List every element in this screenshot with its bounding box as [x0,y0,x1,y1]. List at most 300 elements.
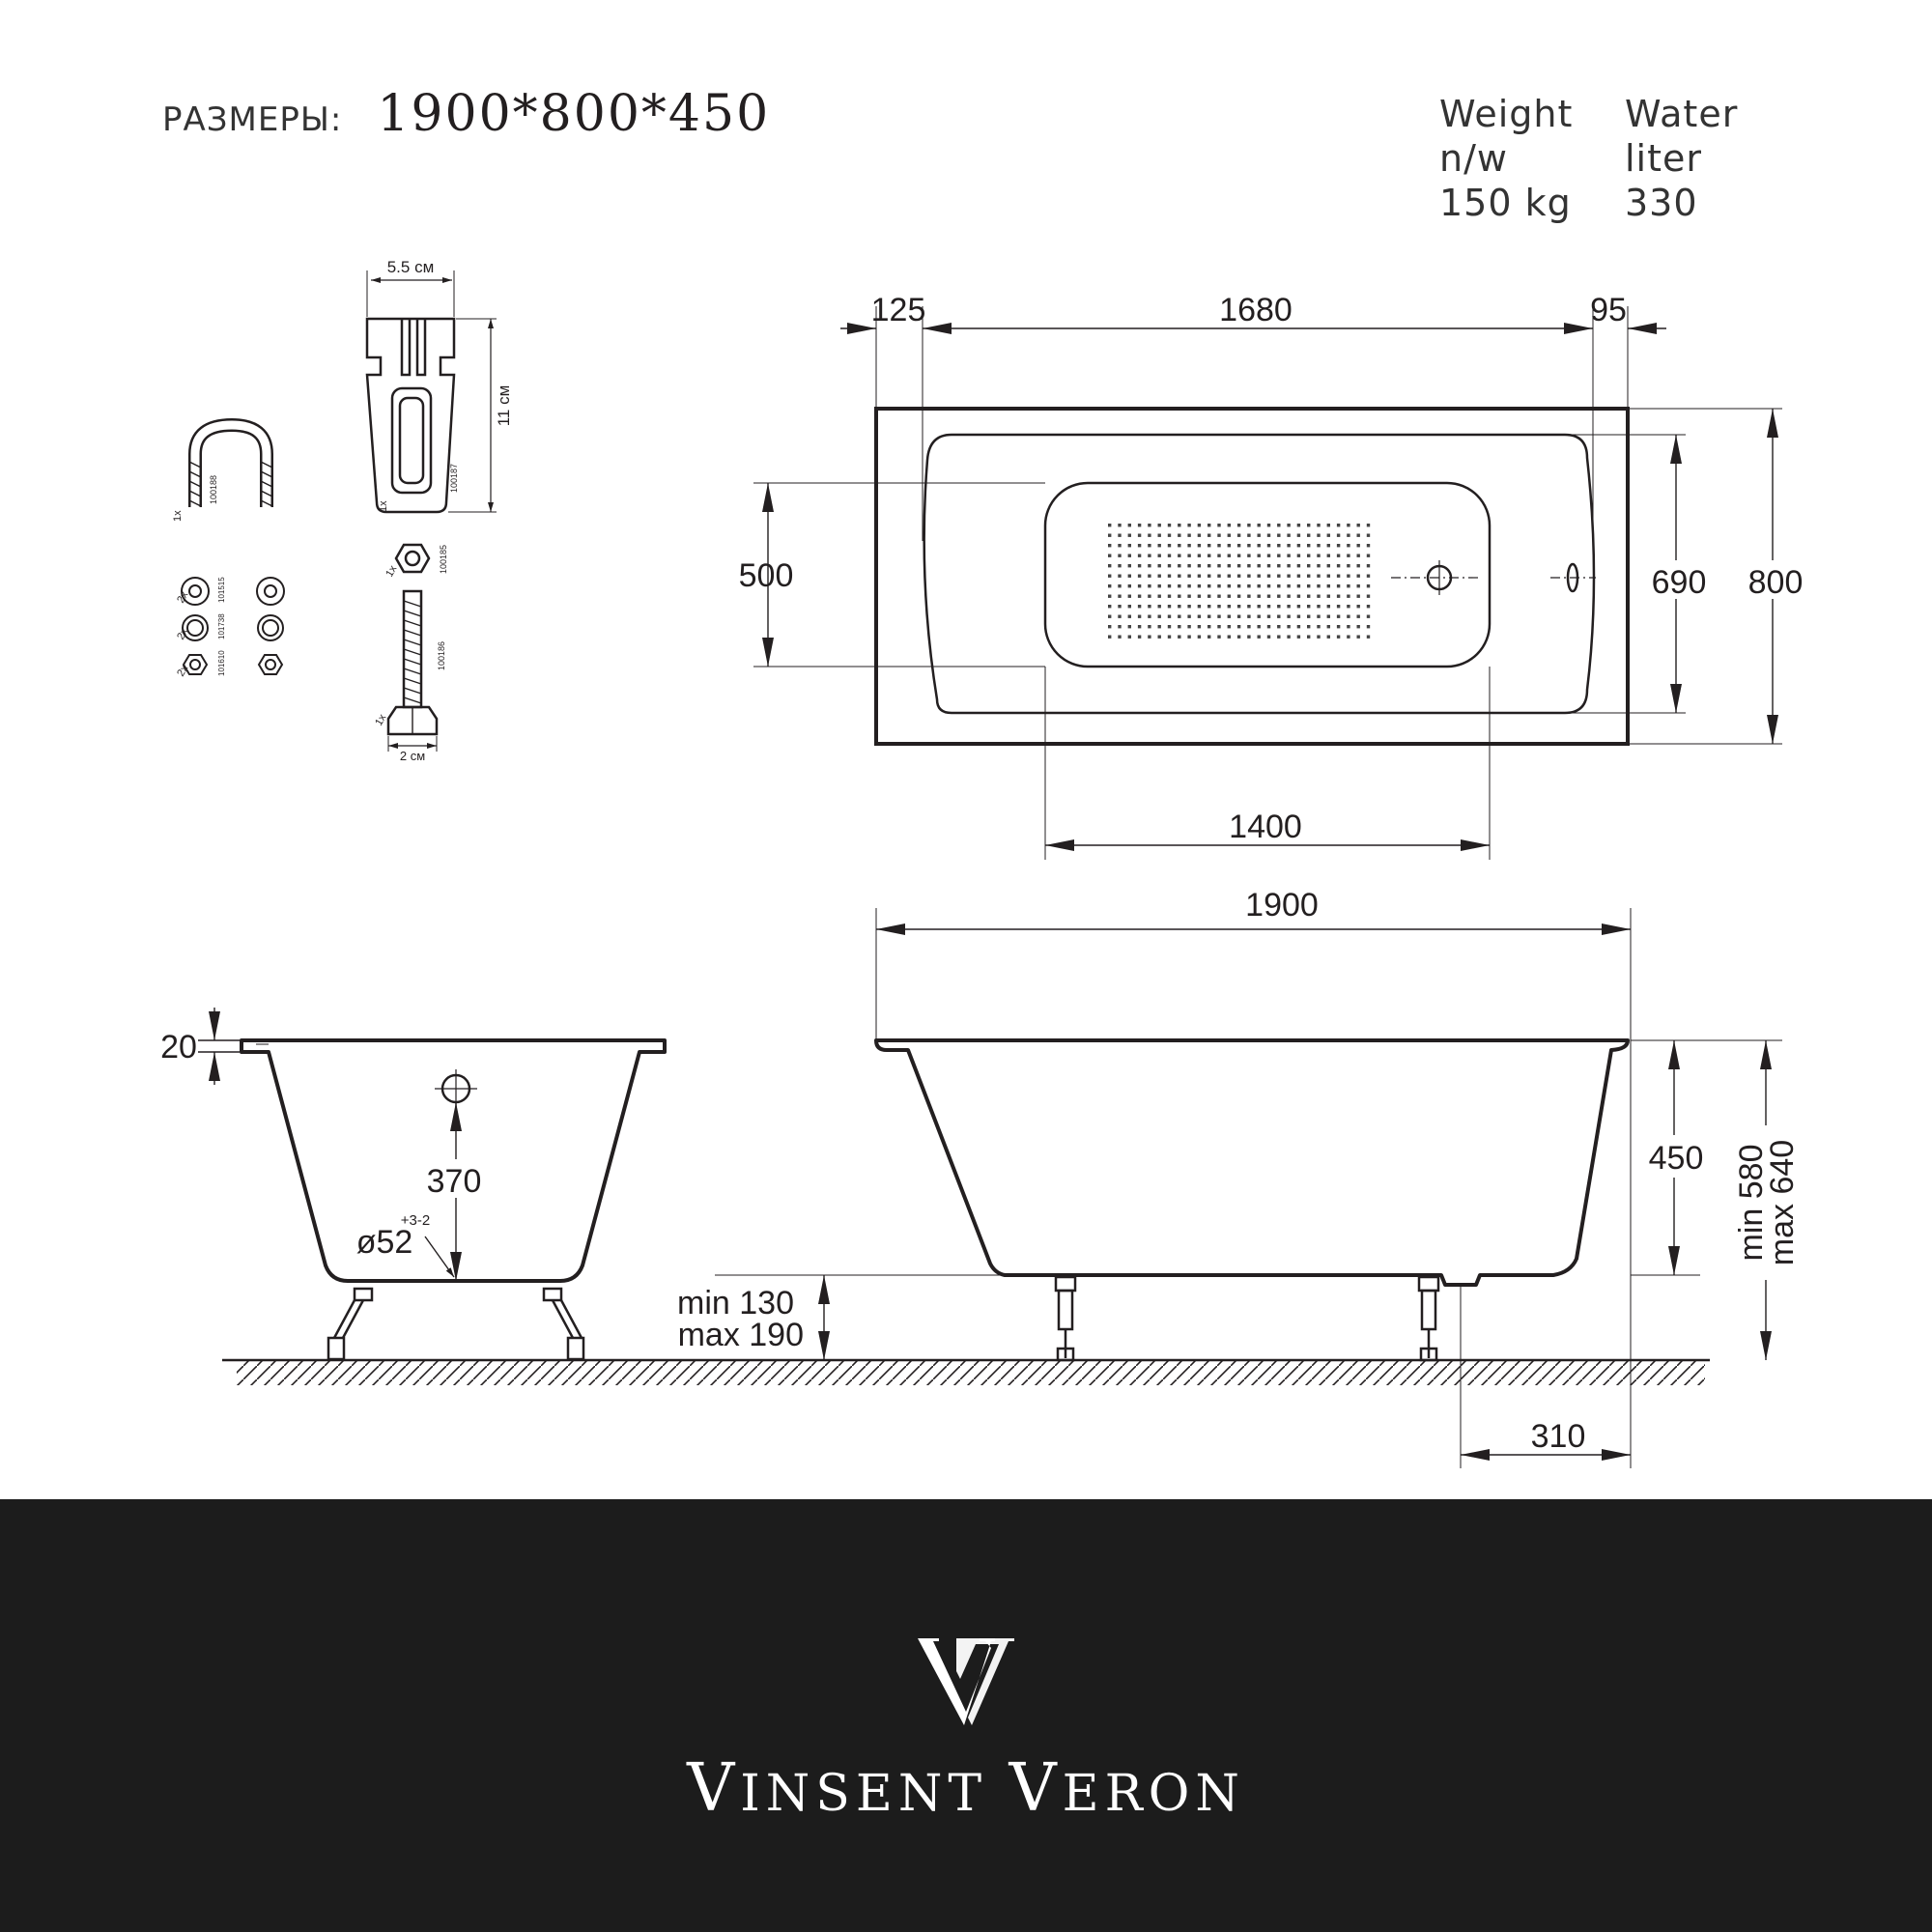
anti-slip-dot [1228,595,1231,598]
anti-slip-dot [1317,615,1320,618]
anti-slip-dot [1327,534,1330,537]
washer-code-3: 101610 [217,650,226,676]
anti-slip-dot [1258,575,1261,578]
anti-slip-dot [1297,534,1300,537]
anti-slip-dot [1347,534,1350,537]
anti-slip-dot [1198,534,1201,537]
anti-slip-dot [1357,554,1360,557]
anti-slip-dot [1228,615,1231,618]
anti-slip-dot [1118,636,1121,639]
anti-slip-dot [1357,534,1360,537]
anti-slip-dot [1108,534,1111,537]
anti-slip-dot [1217,636,1220,639]
anti-slip-dot [1128,564,1131,567]
anti-slip-dot [1237,605,1240,608]
anti-slip-dot [1337,544,1340,547]
anti-slip-dot [1128,595,1131,598]
anti-slip-dot [1347,524,1350,526]
anti-slip-dot [1168,544,1171,547]
anti-slip-dot [1367,595,1370,598]
anti-slip-dot [1297,564,1300,567]
anti-slip-dot [1307,554,1310,557]
anti-slip-dot [1277,625,1280,628]
anti-slip-dot [1237,636,1240,639]
anti-slip-dot [1217,544,1220,547]
anti-slip-dot [1287,636,1290,639]
hex-nut-qty: 1x [384,563,400,580]
washer-code-1: 101515 [217,577,226,603]
anti-slip-dot [1178,584,1180,587]
anti-slip-dot [1347,615,1350,618]
anti-slip-dots [1108,524,1370,639]
brand-initial-2: V [1009,1750,1063,1827]
anti-slip-dot [1267,575,1270,578]
anti-slip-dot [1208,615,1210,618]
bracket-icon [367,319,454,512]
anti-slip-dot [1267,554,1270,557]
anti-slip-dot [1187,524,1190,526]
anti-slip-dot [1148,584,1151,587]
anti-slip-dot [1217,584,1220,587]
anti-slip-dot [1128,615,1131,618]
anti-slip-dot [1138,534,1141,537]
anti-slip-dot [1247,605,1250,608]
anti-slip-dot [1228,636,1231,639]
anti-slip-dot [1307,625,1310,628]
anti-slip-dot [1118,564,1121,567]
dim-height-min: min 580 [1733,1144,1770,1262]
anti-slip-dot [1108,584,1111,587]
brand-logo-icon [918,1636,1014,1729]
anti-slip-dot [1287,564,1290,567]
drain-symbol [1391,560,1478,595]
anti-slip-dot [1108,554,1111,557]
anti-slip-dot [1327,625,1330,628]
anti-slip-dot [1217,524,1220,526]
dim-inner-width: 690 [1651,564,1707,601]
anti-slip-dot [1138,564,1141,567]
anti-slip-dot [1118,595,1121,598]
anti-slip-dot [1108,636,1111,639]
anti-slip-dot [1327,524,1330,526]
dim-drain-tolerance: +3-2 [400,1212,431,1229]
anti-slip-dot [1357,605,1360,608]
anti-slip-dot [1168,534,1171,537]
anti-slip-dot [1367,636,1370,639]
anti-slip-dot [1217,615,1220,618]
anti-slip-dot [1337,636,1340,639]
anti-slip-dot [1168,636,1171,639]
anti-slip-dot [1267,625,1270,628]
anti-slip-dot [1317,524,1320,526]
anti-slip-dot [1118,615,1121,618]
anti-slip-dot [1217,575,1220,578]
anti-slip-dot [1217,534,1220,537]
tub-inner-basin [924,435,1594,713]
anti-slip-dot [1327,605,1330,608]
anti-slip-dot [1168,595,1171,598]
anti-slip-dot [1168,615,1171,618]
anti-slip-dot [1228,625,1231,628]
dim-inner-length: 1680 [1219,292,1293,328]
anti-slip-dot [1128,544,1131,547]
anti-slip-dot [1158,564,1161,567]
anti-slip-dot [1307,615,1310,618]
anti-slip-dot [1367,625,1370,628]
anti-slip-dot [1347,554,1350,557]
anti-slip-dot [1267,636,1270,639]
anti-slip-dot [1297,524,1300,526]
anti-slip-dot [1158,575,1161,578]
anti-slip-dot [1317,584,1320,587]
anti-slip-dot [1228,524,1231,526]
side-view-leg-right [1419,1277,1438,1360]
anti-slip-dot [1178,534,1180,537]
anti-slip-dot [1327,554,1330,557]
anti-slip-dot [1228,544,1231,547]
dim-drain-diameter: ø52 [355,1224,413,1261]
dim-bottom-length: 1400 [1229,809,1302,845]
water-sublabel: liter [1625,137,1703,180]
anti-slip-dot [1337,564,1340,567]
anti-slip-dot [1208,544,1210,547]
anti-slip-dot [1168,524,1171,526]
anti-slip-dot [1287,534,1290,537]
dim-depth: 450 [1648,1140,1704,1177]
anti-slip-dot [1307,564,1310,567]
anti-slip-dot [1287,605,1290,608]
anti-slip-dot [1138,544,1141,547]
anti-slip-dot [1287,554,1290,557]
anti-slip-dot [1108,544,1111,547]
anti-slip-dot [1187,625,1190,628]
anti-slip-dot [1217,605,1220,608]
anti-slip-dot [1187,615,1190,618]
anti-slip-dot [1277,595,1280,598]
anti-slip-dot [1128,554,1131,557]
anti-slip-dot [1357,564,1360,567]
anti-slip-dot [1317,595,1320,598]
bracket-height-label: 11 см [495,384,513,427]
washer-qty-3: 2x [175,663,191,679]
anti-slip-dot [1258,595,1261,598]
anti-slip-dot [1357,625,1360,628]
anti-slip-dot [1357,595,1360,598]
anti-slip-dot [1138,615,1141,618]
anti-slip-dot [1317,544,1320,547]
anti-slip-dot [1178,544,1180,547]
anti-slip-dot [1138,584,1141,587]
anti-slip-dot [1187,564,1190,567]
anti-slip-dot [1277,564,1280,567]
brand-word-2: ERON [1062,1765,1245,1823]
anti-slip-dot [1327,615,1330,618]
water-label: Water [1625,93,1739,135]
anti-slip-dot [1297,605,1300,608]
anti-slip-dot [1347,605,1350,608]
anti-slip-dot [1138,636,1141,639]
anti-slip-dot [1277,524,1280,526]
anti-slip-dot [1367,544,1370,547]
anti-slip-dot [1198,575,1201,578]
anti-slip-dot [1178,595,1180,598]
anti-slip-dot [1198,605,1201,608]
anti-slip-dot [1317,564,1320,567]
anti-slip-dot [1148,524,1151,526]
anti-slip-dot [1208,575,1210,578]
anti-slip-dot [1347,584,1350,587]
anti-slip-dot [1258,584,1261,587]
anti-slip-dot [1237,584,1240,587]
anti-slip-dot [1277,575,1280,578]
anti-slip-dot [1108,605,1111,608]
anti-slip-dot [1118,544,1121,547]
anti-slip-dot [1267,615,1270,618]
anti-slip-dot [1307,534,1310,537]
anti-slip-dot [1198,554,1201,557]
anti-slip-dot [1237,595,1240,598]
dim-outer-width: 800 [1747,564,1804,601]
anti-slip-dot [1357,524,1360,526]
anti-slip-dot [1258,524,1261,526]
dim-height-max: max 640 [1764,1139,1801,1266]
anti-slip-dot [1267,544,1270,547]
anti-slip-dot [1367,534,1370,537]
end-view-leg-left [328,1289,372,1359]
anti-slip-dot [1118,605,1121,608]
anti-slip-dot [1228,534,1231,537]
anti-slip-dot [1287,575,1290,578]
anti-slip-dot [1118,554,1121,557]
anti-slip-dot [1228,575,1231,578]
anti-slip-dot [1187,575,1190,578]
anti-slip-dot [1148,595,1151,598]
water-value: 330 [1625,182,1698,224]
anti-slip-dot [1357,584,1360,587]
anti-slip-dot [1208,524,1210,526]
anti-slip-dot [1208,554,1210,557]
anti-slip-dot [1247,524,1250,526]
anti-slip-dot [1148,554,1151,557]
anti-slip-dot [1247,636,1250,639]
anti-slip-dot [1267,524,1270,526]
washer-icon [182,578,284,640]
anti-slip-dot [1267,595,1270,598]
anti-slip-dot [1267,534,1270,537]
washer-qty-2: 2x [175,626,191,642]
u-bolt-icon [189,425,272,507]
anti-slip-dot [1198,544,1201,547]
anti-slip-dot [1258,554,1261,557]
dim-overflow-height: 370 [426,1163,482,1200]
anti-slip-dot [1158,544,1161,547]
anti-slip-dot [1148,625,1151,628]
anti-slip-dot [1118,534,1121,537]
anti-slip-dot [1237,615,1240,618]
anti-slip-dot [1128,605,1131,608]
anti-slip-dot [1327,584,1330,587]
weight-label: Weight [1439,93,1574,135]
anti-slip-dot [1237,564,1240,567]
anti-slip-dot [1118,625,1121,628]
anti-slip-dot [1267,564,1270,567]
anti-slip-dot [1148,575,1151,578]
anti-slip-dot [1247,534,1250,537]
anti-slip-dot [1337,584,1340,587]
bracket-width-label: 5.5 см [386,258,435,276]
anti-slip-dot [1198,615,1201,618]
u-bolt-qty: 1x [172,510,184,522]
anti-slip-dot [1237,575,1240,578]
hex-nut-code: 100185 [439,544,448,574]
anti-slip-dot [1168,605,1171,608]
anti-slip-dot [1178,605,1180,608]
anti-slip-dot [1158,615,1161,618]
anti-slip-dot [1237,625,1240,628]
anti-slip-dot [1148,636,1151,639]
anti-slip-dot [1327,595,1330,598]
anti-slip-dot [1178,564,1180,567]
anti-slip-dot [1148,534,1151,537]
anti-slip-dot [1337,575,1340,578]
anti-slip-dot [1208,584,1210,587]
anti-slip-dot [1187,534,1190,537]
anti-slip-dot [1128,625,1131,628]
anti-slip-dot [1307,605,1310,608]
anti-slip-dot [1198,584,1201,587]
anti-slip-dot [1168,584,1171,587]
anti-slip-dot [1337,595,1340,598]
anti-slip-dot [1258,534,1261,537]
anti-slip-dot [1277,534,1280,537]
bracket-qty: 1x [378,500,389,512]
anti-slip-dot [1217,625,1220,628]
anti-slip-dot [1317,605,1320,608]
anti-slip-dot [1297,636,1300,639]
dim-leg-max: max 190 [677,1317,804,1353]
dimensions-value: 1900*800*450 [377,85,771,143]
anti-slip-dot [1118,575,1121,578]
anti-slip-dot [1367,564,1370,567]
dim-leg-min: min 130 [677,1285,794,1321]
anti-slip-dot [1208,595,1210,598]
anti-slip-dot [1247,625,1250,628]
anti-slip-dot [1138,605,1141,608]
anti-slip-dot [1247,584,1250,587]
anti-slip-dot [1337,554,1340,557]
anti-slip-dot [1307,584,1310,587]
anti-slip-dot [1158,524,1161,526]
dim-right-rim: 95 [1590,292,1627,328]
dim-left-rim: 125 [870,292,926,328]
anti-slip-dot [1317,575,1320,578]
tub-outer-rim [876,409,1628,744]
anti-slip-dot [1148,605,1151,608]
anti-slip-dot [1327,564,1330,567]
anti-slip-dot [1128,636,1131,639]
anti-slip-dot [1327,636,1330,639]
anti-slip-dot [1317,636,1320,639]
anti-slip-dot [1287,524,1290,526]
anti-slip-dot [1158,534,1161,537]
anti-slip-dot [1118,584,1121,587]
brand-name [0,1750,1932,1827]
anti-slip-dot [1247,544,1250,547]
anti-slip-dot [1128,534,1131,537]
anti-slip-dot [1287,615,1290,618]
anti-slip-dot [1138,554,1141,557]
anti-slip-dot [1138,524,1141,526]
anti-slip-dot [1297,554,1300,557]
side-view-shell [876,1040,1628,1285]
anti-slip-dot [1277,636,1280,639]
hex-nut-icon [396,545,429,572]
screw-width-label: 2 см [399,749,426,763]
anti-slip-dot [1258,605,1261,608]
anti-slip-dot [1108,595,1111,598]
anti-slip-dot [1198,636,1201,639]
anti-slip-dot [1228,554,1231,557]
washer-code-2: 101738 [217,613,226,639]
anti-slip-dot [1178,524,1180,526]
u-bolt-code: 100188 [209,474,218,504]
anti-slip-dot [1237,524,1240,526]
anti-slip-dot [1267,605,1270,608]
anti-slip-dot [1208,636,1210,639]
anti-slip-dot [1168,554,1171,557]
anti-slip-dot [1158,625,1161,628]
anti-slip-dot [1217,554,1220,557]
washer-qty-1: 2x [175,589,191,606]
anti-slip-dot [1307,595,1310,598]
anti-slip-dot [1108,625,1111,628]
anti-slip-dot [1367,605,1370,608]
anti-slip-dot [1178,575,1180,578]
anti-slip-dot [1108,524,1111,526]
anti-slip-dot [1108,575,1111,578]
anti-slip-dot [1198,564,1201,567]
anti-slip-dot [1258,636,1261,639]
screw-code: 100186 [437,640,446,670]
dimensions-label: РАЗМЕРЫ: [162,100,343,139]
end-view [160,1008,665,1359]
anti-slip-dot [1337,524,1340,526]
anti-slip-dot [1258,564,1261,567]
anti-slip-dot [1317,534,1320,537]
anti-slip-dot [1108,615,1111,618]
anti-slip-dot [1187,605,1190,608]
anti-slip-dot [1228,605,1231,608]
anti-slip-dot [1187,554,1190,557]
mounting-kit [172,258,513,763]
anti-slip-dot [1307,636,1310,639]
anti-slip-dot [1237,554,1240,557]
anti-slip-dot [1357,544,1360,547]
weight-value: 150 kg [1439,182,1572,224]
anti-slip-dot [1277,584,1280,587]
dim-rim-thickness: 20 [160,1029,197,1065]
anti-slip-dot [1317,625,1320,628]
anti-slip-dot [1277,615,1280,618]
anti-slip-dot [1187,595,1190,598]
anti-slip-dot [1208,534,1210,537]
anti-slip-dot [1347,564,1350,567]
anti-slip-dot [1138,625,1141,628]
anti-slip-dot [1307,575,1310,578]
anti-slip-dot [1347,544,1350,547]
anti-slip-dot [1187,636,1190,639]
anti-slip-dot [1307,544,1310,547]
